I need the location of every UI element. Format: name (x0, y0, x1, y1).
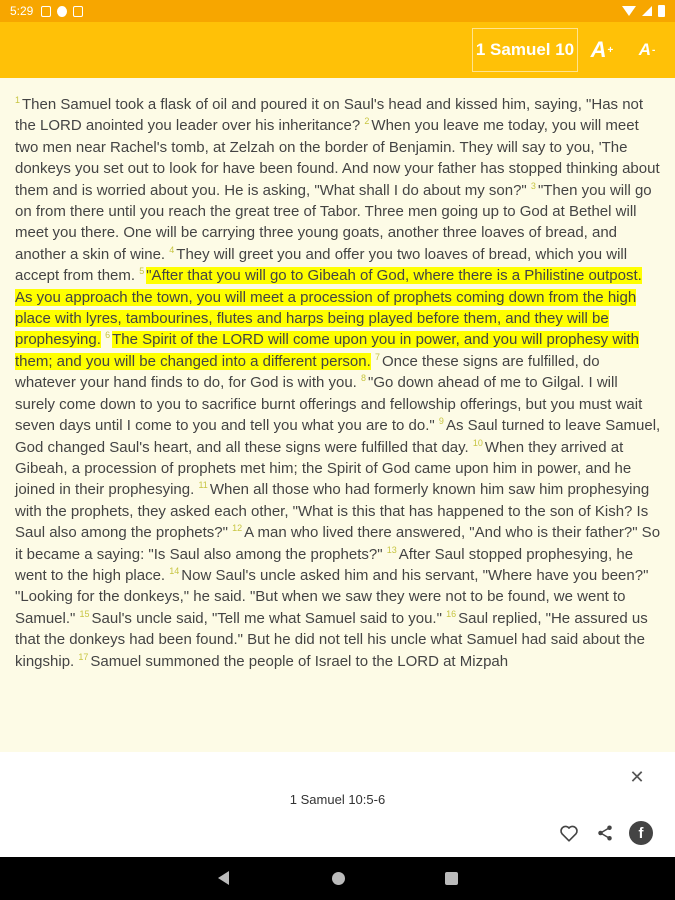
verse-text[interactable]: Then Samuel took a flask of oil and poured it on Saul's head and kissed him, saying, "Has not the LORD anointed you leader over his inheritance? (15, 96, 644, 135)
facebook-share-button[interactable] (629, 821, 653, 845)
font-decrease-icon: A (638, 40, 651, 59)
verse-text[interactable]: Samuel summoned the people of Israel to the LORD at Mizpah (90, 652, 509, 670)
verse-text[interactable]: "Go down ahead of me to Gilgal. I will surely come down to you to sacrifice burnt offerings and fellowship offerings, but you must wait seven days until I come to you and tell you what you are to do." (15, 374, 643, 435)
verse-number: 7 (374, 351, 380, 362)
verse-number: 16 (446, 608, 457, 619)
close-button[interactable]: ✕ (629, 767, 645, 787)
status-time: 5:29 (10, 4, 34, 18)
verse-number: 11 (198, 480, 208, 491)
verse-text[interactable]: A man who lived there answered, "And who is their father?" So it became a saying: "Is Saul also among the prophets?" (15, 524, 661, 563)
verse-text[interactable]: Saul's uncle said, "Tell me what Samuel said to you." (91, 609, 442, 627)
selected-reference: 1 Samuel 10:5-6 (289, 792, 386, 807)
verse-number: 2 (364, 116, 370, 127)
font-decrease-button[interactable]: A - (638, 40, 656, 59)
cell-signal-icon (642, 6, 652, 16)
status-bar (0, 0, 675, 22)
verse-text-highlighted[interactable]: "After that you will go to Gibeah of God, where there is a Philistine outpost. As you approach the town, you will meet a procession of prophets coming down from the high place with lyres, tambourines, flutes and harps being played before them, and they will be prophesying. (15, 267, 642, 349)
battery-icon (658, 5, 665, 17)
selection-sheet (0, 752, 675, 857)
verse-text[interactable]: They will greet you and offer you two loaves of bread, which you will accept from them. (15, 245, 628, 285)
share-button[interactable] (593, 821, 617, 845)
chapter-text[interactable] (0, 78, 675, 752)
verse-number: 3 (530, 180, 536, 191)
notification-icon (41, 6, 51, 17)
verse-text[interactable]: After Saul stopped prophesying, he went to the high place. (15, 545, 634, 584)
verse-number: 9 (438, 416, 444, 427)
chapter-selector-button[interactable]: 1 Samuel 10 (472, 28, 578, 72)
verse-text[interactable]: Now Saul's uncle asked him and his servant, "Where have you been?" "Looking for the donkeys," he said. "But when we saw they were not to be found, we went to Samuel." (15, 566, 649, 627)
facebook-icon: f (638, 824, 644, 842)
app-bar (0, 22, 675, 78)
verse-number: 1 (15, 95, 21, 105)
verse-text-highlighted[interactable]: The Spirit of the LORD will come upon you in power, and you will prophesy with them; and you will be changed into a different person. (15, 331, 640, 370)
verse-number: 4 (169, 244, 175, 255)
app-notification-icon (57, 6, 67, 17)
recents-icon[interactable] (445, 872, 458, 885)
back-icon[interactable] (218, 871, 229, 885)
sd-card-icon (73, 6, 83, 17)
verse-number: 17 (78, 651, 89, 662)
verse-text[interactable]: "Then you will go on from there until you reach the great tree of Tabor. Three men going up to God at Bethel will meet you there. One will be carrying three young goats, another three loaves of bread, and another a skin of wine. (15, 181, 652, 263)
verse-number: 12 (232, 523, 243, 534)
font-increase-button[interactable]: A + (590, 37, 614, 62)
verse-text[interactable]: As Saul turned to leave Samuel, God changed Saul's heart, and all these signs were fulfilled that day. (15, 417, 661, 456)
favorite-button[interactable] (557, 821, 581, 845)
verse-text[interactable]: When you leave me today, you will meet two men near Rachel's tomb, at Zelzah on the border of Benjamin. They will say to you, 'The donkeys you set out to look for have been found. And now your father has stopped thinking about them and is worried about you. He is asking, "What shall I do about my son?" (15, 117, 660, 199)
verse-text[interactable]: Saul replied, "He assured us that the donkeys had been found." But he did not tell his uncle what Samuel had said about the kingship. (15, 609, 648, 670)
wifi-icon (622, 6, 636, 16)
verse-number: 15 (79, 608, 90, 619)
verse-number: 6 (105, 330, 111, 341)
verse-number: 5 (139, 266, 145, 277)
share-icon (596, 824, 614, 842)
verse-number: 8 (361, 373, 367, 384)
system-nav-bar (0, 857, 675, 900)
verse-text[interactable]: Once these signs are fulfilled, do whatever your hand finds to do, for God is with you. (15, 352, 600, 392)
verse-text[interactable]: When all those who had formerly known him saw him prophesying with the prophets, they asked each other, "What is this that has happened to the son of Kish? Is Saul also among the prophets?" (15, 481, 650, 542)
heart-icon (559, 824, 579, 842)
verse-number: 13 (386, 544, 397, 555)
verse-text[interactable]: When they arrived at Gibeah, a procession of prophets met him; the Spirit of God came upon him in power, and he joined in their prophesying. (15, 438, 632, 499)
verse-number: 10 (472, 437, 483, 448)
home-icon[interactable] (332, 872, 345, 885)
font-increase-icon: A (590, 37, 607, 62)
verse-number: 14 (169, 565, 180, 576)
